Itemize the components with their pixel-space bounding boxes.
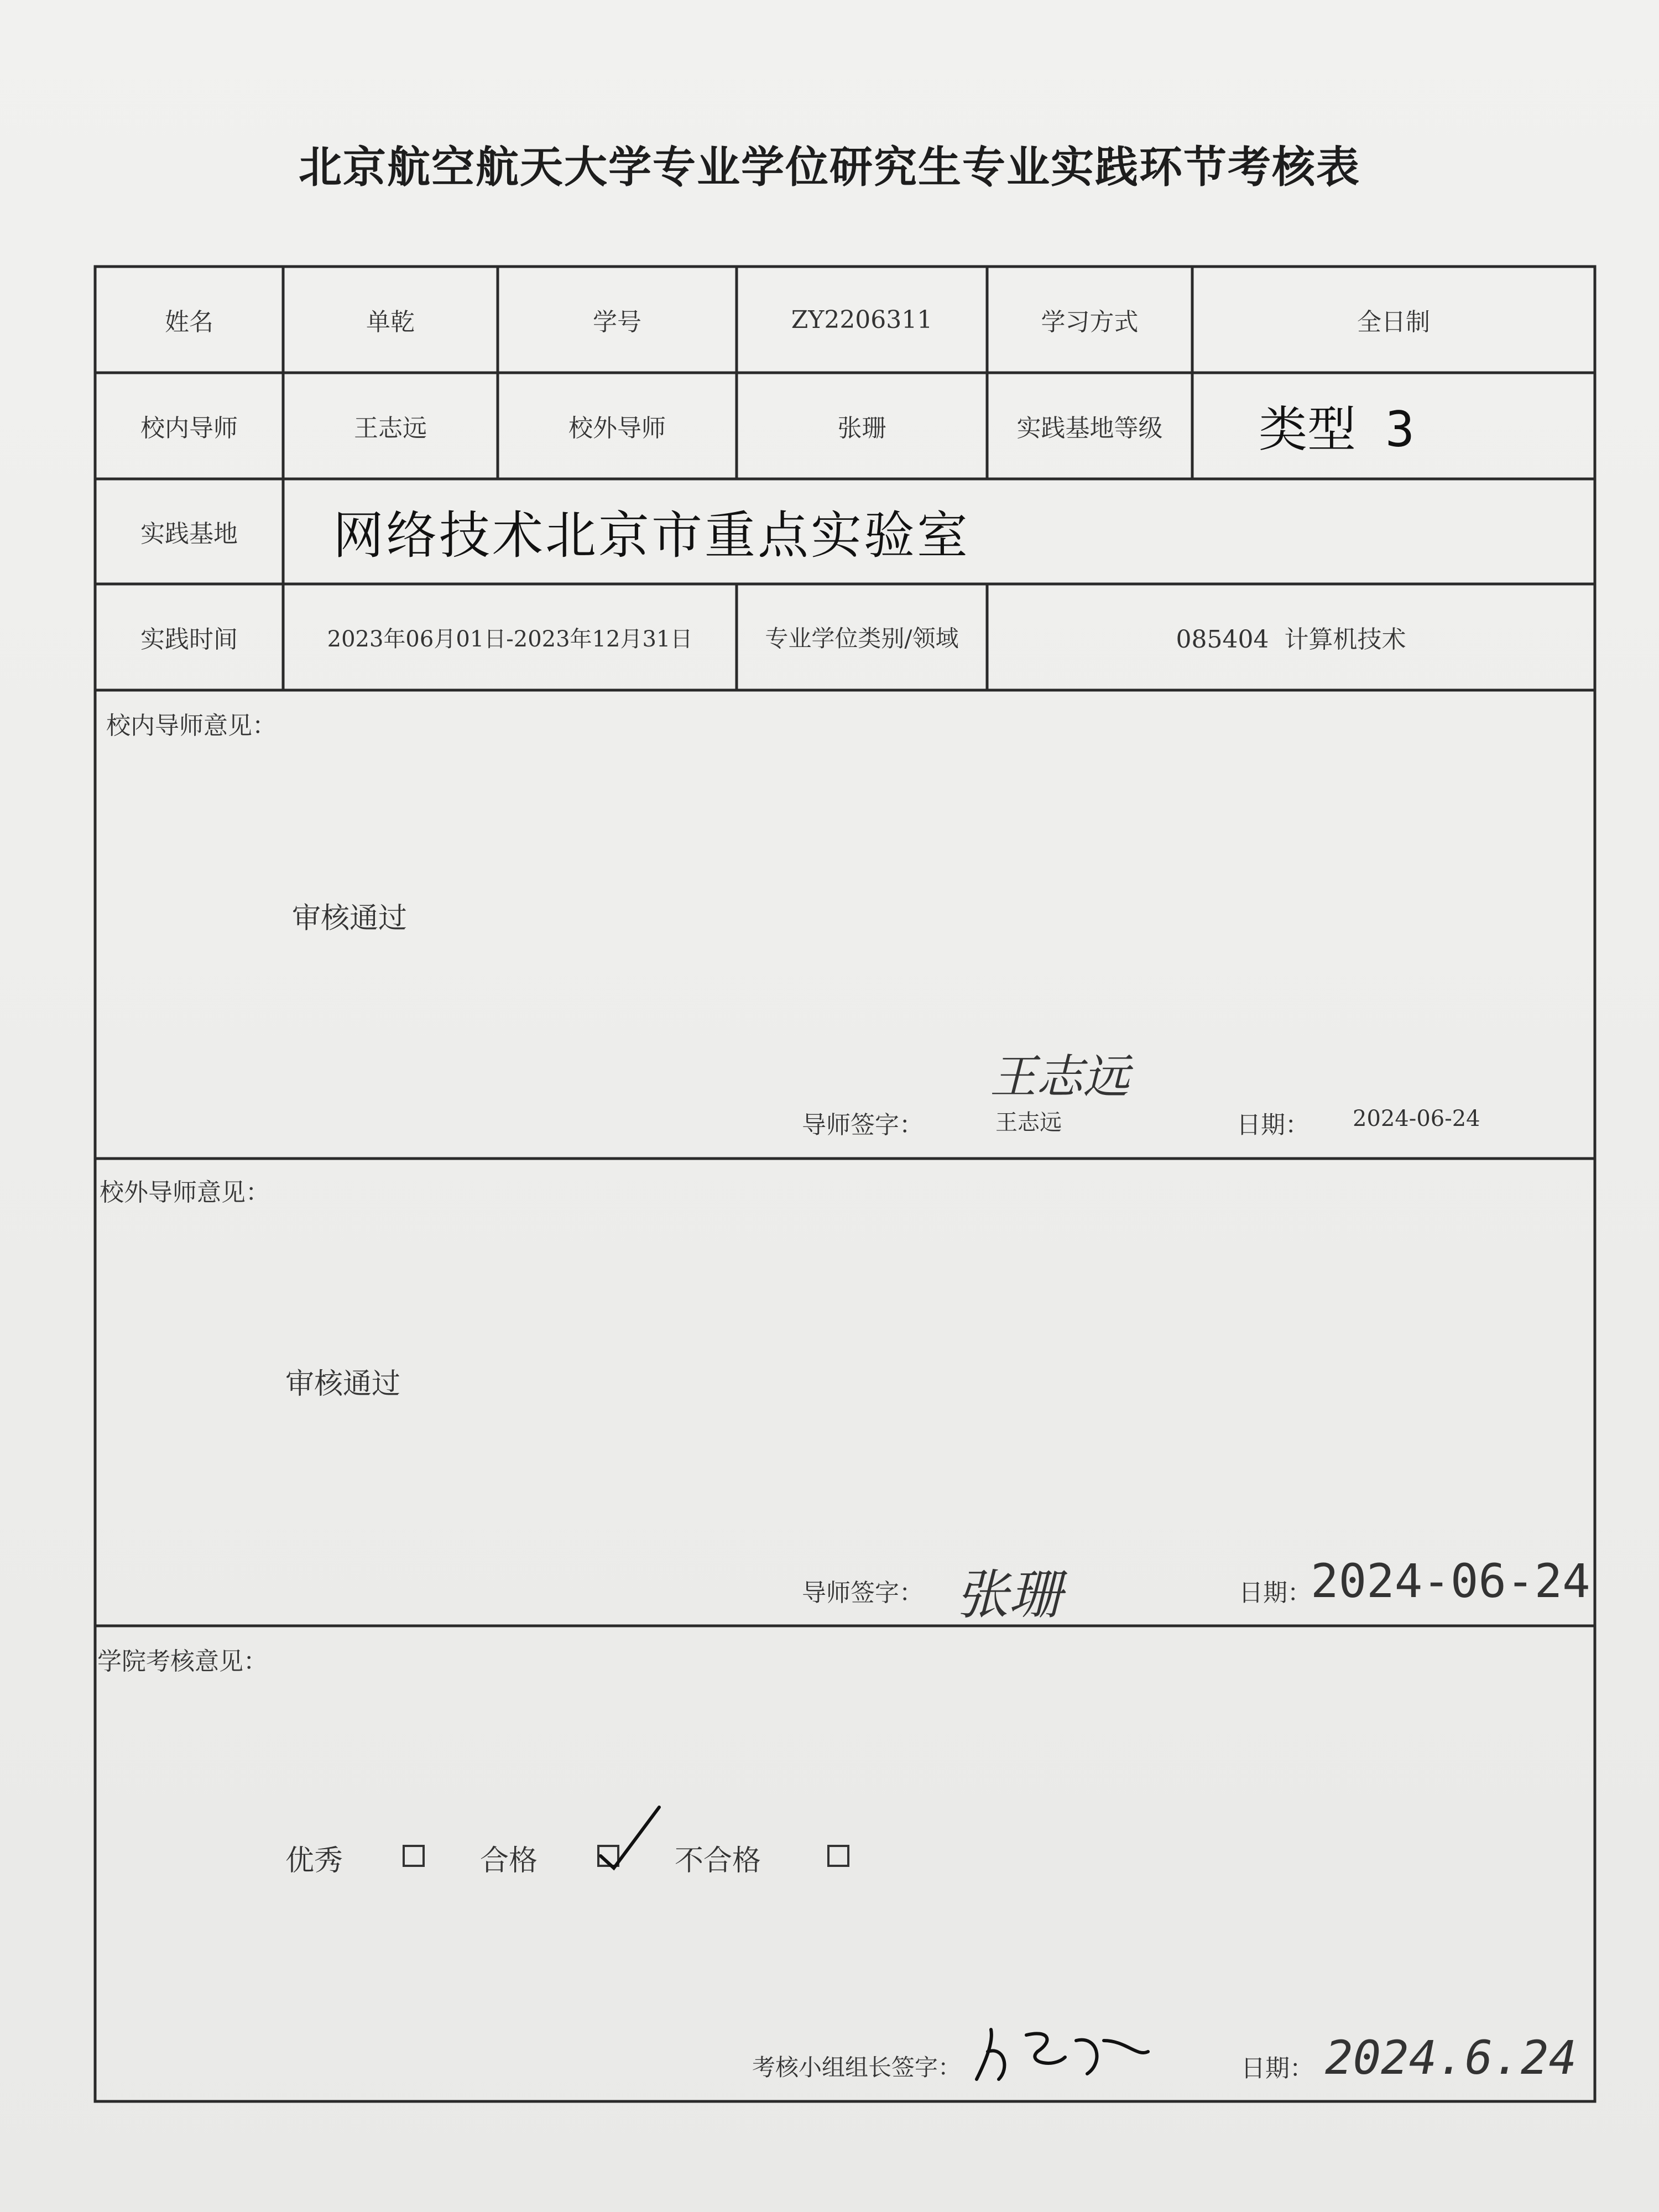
external-date-label: 日期： — [1239, 1579, 1312, 1607]
base-level-label: 实践基地等级 — [1016, 414, 1163, 442]
external-date: 2024-06-24 — [1311, 1554, 1590, 1608]
base-label: 实践基地 — [140, 520, 238, 548]
degree-field-value: 085404 计算机技术 — [1176, 625, 1406, 654]
external-sign-label: 导师签字： — [802, 1579, 924, 1607]
option-excellent-checkbox[interactable] — [403, 1845, 425, 1867]
option-pass-label: 合格 — [480, 1844, 538, 1877]
period-label: 实践时间 — [140, 625, 238, 654]
study-mode-label: 学习方式 — [1041, 308, 1139, 336]
form-title: 北京航空航天大学专业学位研究生专业实践环节考核表 — [298, 143, 1360, 192]
external-opinion-header: 校外导师意见： — [100, 1178, 270, 1207]
degree-field-label: 专业学位类别/领域 — [765, 625, 959, 652]
internal-sign-name: 王志远 — [995, 1110, 1062, 1135]
option-fail-label: 不合格 — [675, 1844, 761, 1877]
student-id-value: ZY2206311 — [791, 305, 933, 334]
college-date-label: 日期： — [1241, 2054, 1314, 2083]
internal-opinion-header: 校内导师意见： — [106, 712, 276, 740]
name-label: 姓名 — [165, 308, 213, 336]
base-level-value: 类型 3 — [1259, 401, 1415, 458]
internal-date-label: 日期： — [1237, 1111, 1310, 1139]
internal-signature: 王志远 — [990, 1050, 1130, 1104]
internal-sign-label: 导师签字： — [802, 1111, 924, 1139]
internal-date: 2024-06-24 — [1353, 1106, 1480, 1131]
external-advisor-value: 张珊 — [837, 414, 886, 442]
college-opinion-header: 学院考核意见： — [97, 1647, 268, 1676]
base-value: 网络技术北京市重点实验室 — [333, 506, 971, 565]
internal-advisor-label: 校内导师 — [140, 414, 238, 442]
study-mode-value: 全日制 — [1357, 308, 1430, 336]
external-opinion-text: 审核通过 — [285, 1368, 401, 1401]
external-advisor-label: 校外导师 — [568, 414, 666, 442]
college-signature-mark — [971, 2018, 1154, 2090]
student-id-label: 学号 — [593, 308, 641, 336]
external-signature: 张珊 — [956, 1564, 1062, 1626]
internal-opinion-text: 审核通过 — [292, 902, 408, 935]
internal-advisor-value: 王志远 — [354, 414, 427, 442]
college-date: 2024.6.24 — [1325, 2031, 1577, 2085]
check-mark-icon — [592, 1803, 664, 1875]
option-fail-checkbox[interactable] — [827, 1845, 849, 1867]
name-value: 单乾 — [366, 308, 415, 336]
college-sign-label: 考核小组组长签字： — [752, 2054, 962, 2081]
option-excellent-label: 优秀 — [285, 1844, 343, 1877]
period-value: 2023年06月01日-2023年12月31日 — [327, 626, 693, 652]
